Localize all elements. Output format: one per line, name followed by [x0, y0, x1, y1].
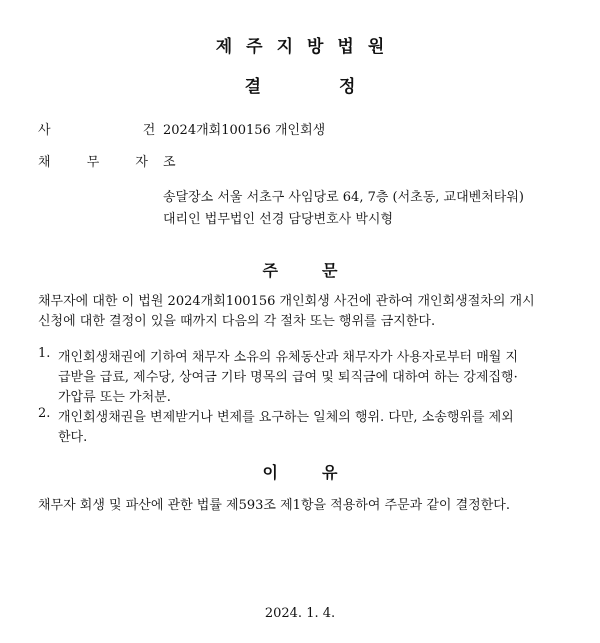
order-item-2-line-2: 한다. [58, 430, 88, 445]
order-item-1-line-1: 개인회생채권에 기하여 채무자 소유의 유체동산과 채무자가 사용자로부터 매월 지 [58, 350, 519, 365]
legal-agent: 대리인 법무법인 선경 담당변호사 박시형 [163, 212, 394, 227]
order-paragraph-line-2: 신청에 대한 결정이 있을 때까지 다음의 각 절차 또는 행위를 금지한다. [38, 314, 436, 329]
court-name: 제주지방법원 [215, 37, 399, 57]
case-label: 사 건 [38, 123, 200, 138]
reason-paragraph: 채무자 회생 및 파산에 관한 법률 제593조 제1항을 적용하여 주문과 같이 결정한다. [38, 498, 510, 513]
decision-date: 2024. 1. 4. [264, 606, 336, 621]
document-title: 결정 [244, 77, 434, 97]
order-item-2-number: 2. [38, 406, 51, 421]
case-value: 2024개회100156 개인회생 [163, 123, 326, 138]
debtor-value: 조 [163, 155, 176, 170]
delivery-address: 송달장소 서울 서초구 사임당로 64, 7층 (서초동, 교대벤처타워) [163, 190, 524, 205]
order-paragraph-line-1: 채무자에 대한 이 법원 2024개회100156 개인회생 사건에 관하여 개인회생절차의 개시 [38, 294, 535, 309]
order-item-1-line-2: 급받을 급료, 제수당, 상여금 기타 명목의 급여 및 퇴직금에 대하여 하는 강제집행· [58, 370, 518, 385]
order-heading: 주문 [262, 261, 382, 280]
debtor-label: 채 무 자 [38, 155, 164, 170]
reason-heading: 이유 [262, 463, 382, 482]
order-item-1-number: 1. [38, 346, 51, 361]
order-item-2-line-1: 개인회생채권을 변제받거나 변제를 요구하는 일체의 행위. 다만, 소송행위를 제외 [58, 410, 514, 425]
order-item-1-line-3: 가압류 또는 가처분. [58, 390, 171, 405]
